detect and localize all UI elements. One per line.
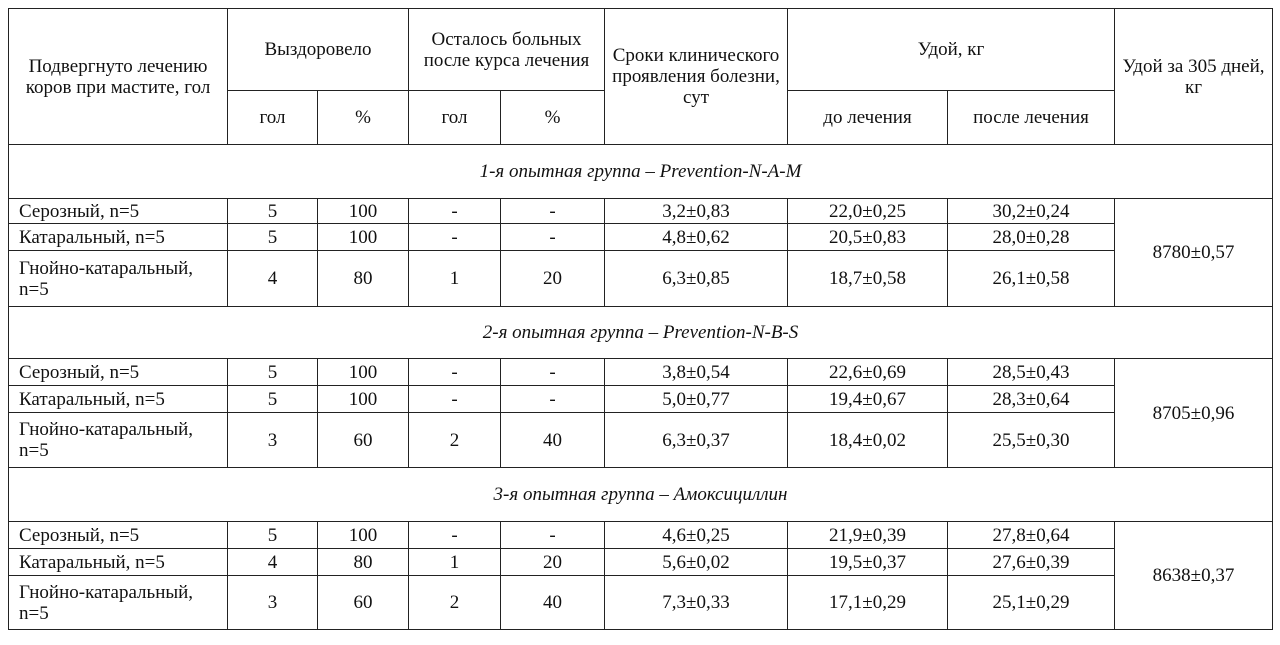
row-name: Катаральный, n=5 (9, 549, 228, 576)
col-recovered-header: Выздоровело (228, 9, 409, 91)
yield-after: 30,2±0,24 (948, 199, 1115, 224)
group-title-row (9, 468, 1273, 522)
yield-after: 28,0±0,28 (948, 224, 1115, 251)
duration-value: 6,3±0,37 (605, 413, 788, 468)
yield-after: 28,3±0,64 (948, 386, 1115, 413)
remaining-heads: 2 (409, 576, 501, 630)
remaining-percent: - (501, 386, 605, 413)
yield-before: 21,9±0,39 (788, 522, 948, 549)
yield-before: 22,6±0,69 (788, 359, 948, 386)
remaining-percent: 40 (501, 576, 605, 630)
yield-after: 26,1±0,58 (948, 251, 1115, 307)
row-name: Серозный, n=5 (9, 199, 228, 224)
recovered-percent: 100 (318, 386, 409, 413)
recovered-heads: 5 (228, 199, 318, 224)
duration-value: 6,3±0,85 (605, 251, 788, 307)
sub-header-recovered-heads: гол (228, 91, 318, 145)
recovered-percent: 100 (318, 199, 409, 224)
yield-after: 25,1±0,29 (948, 576, 1115, 630)
recovered-percent: 60 (318, 576, 409, 630)
duration-value: 5,6±0,02 (605, 549, 788, 576)
recovered-heads: 5 (228, 522, 318, 549)
yield-305-total: 8705±0,96 (1115, 359, 1273, 468)
yield-before: 19,5±0,37 (788, 549, 948, 576)
row-name: Серозный, n=5 (9, 522, 228, 549)
sub-header-yield-after: после лечения (948, 91, 1115, 145)
remaining-heads: 1 (409, 549, 501, 576)
row-name: Гнойно-катаральный, n=5 (9, 413, 228, 468)
sub-header-remaining-percent: % (501, 91, 605, 145)
table-row (9, 359, 1273, 386)
remaining-heads: - (409, 359, 501, 386)
group-title: 1-я опытная группа – Prevention-N-A-M (9, 145, 1273, 199)
remaining-percent: 20 (501, 251, 605, 307)
yield-before: 22,0±0,25 (788, 199, 948, 224)
results-table (8, 8, 1273, 630)
yield-after: 28,5±0,43 (948, 359, 1115, 386)
remaining-percent: - (501, 224, 605, 251)
table-row (9, 522, 1273, 549)
row-name: Гнойно-катаральный, n=5 (9, 576, 228, 630)
group-title-row (9, 145, 1273, 199)
remaining-heads: - (409, 199, 501, 224)
sub-header-recovered-percent: % (318, 91, 409, 145)
table-row (9, 549, 1273, 576)
table-row (9, 224, 1273, 251)
yield-305-total: 8780±0,57 (1115, 199, 1273, 307)
remaining-heads: 2 (409, 413, 501, 468)
remaining-percent: 40 (501, 413, 605, 468)
duration-value: 5,0±0,77 (605, 386, 788, 413)
recovered-heads: 5 (228, 386, 318, 413)
yield-before: 17,1±0,29 (788, 576, 948, 630)
recovered-heads: 3 (228, 413, 318, 468)
remaining-percent: 20 (501, 549, 605, 576)
recovered-heads: 5 (228, 359, 318, 386)
table-row (9, 251, 1273, 307)
recovered-percent: 100 (318, 224, 409, 251)
table-row (9, 576, 1273, 630)
remaining-percent: - (501, 522, 605, 549)
row-name: Гнойно-катаральный, n=5 (9, 251, 228, 307)
col-remaining-header: Осталось больных после курса лечения (409, 9, 605, 91)
recovered-heads: 4 (228, 549, 318, 576)
header-row-top (9, 9, 1273, 91)
col-duration-header: Сроки клинического проявления болезни, сут (605, 9, 788, 145)
yield-before: 18,4±0,02 (788, 413, 948, 468)
col-yield-305-header: Удой за 305 дней, кг (1115, 9, 1273, 145)
row-name: Катаральный, n=5 (9, 224, 228, 251)
recovered-percent: 100 (318, 522, 409, 549)
yield-before: 20,5±0,83 (788, 224, 948, 251)
duration-value: 4,8±0,62 (605, 224, 788, 251)
sub-header-yield-before: до лечения (788, 91, 948, 145)
yield-after: 27,8±0,64 (948, 522, 1115, 549)
table-row (9, 413, 1273, 468)
remaining-heads: 1 (409, 251, 501, 307)
yield-305-total: 8638±0,37 (1115, 522, 1273, 630)
remaining-heads: - (409, 224, 501, 251)
sub-header-remaining-heads: гол (409, 91, 501, 145)
duration-value: 3,2±0,83 (605, 199, 788, 224)
row-name: Серозный, n=5 (9, 359, 228, 386)
remaining-percent: - (501, 199, 605, 224)
yield-before: 19,4±0,67 (788, 386, 948, 413)
remaining-heads: - (409, 522, 501, 549)
row-name: Катаральный, n=5 (9, 386, 228, 413)
remaining-percent: - (501, 359, 605, 386)
col-yield-header: Удой, кг (788, 9, 1115, 91)
recovered-percent: 80 (318, 549, 409, 576)
recovered-percent: 80 (318, 251, 409, 307)
group-title: 3-я опытная группа – Амоксициллин (9, 468, 1273, 522)
recovered-percent: 60 (318, 413, 409, 468)
remaining-heads: - (409, 386, 501, 413)
recovered-heads: 3 (228, 576, 318, 630)
yield-before: 18,7±0,58 (788, 251, 948, 307)
yield-after: 27,6±0,39 (948, 549, 1115, 576)
table-row (9, 386, 1273, 413)
duration-value: 3,8±0,54 (605, 359, 788, 386)
duration-value: 7,3±0,33 (605, 576, 788, 630)
table-row (9, 199, 1273, 224)
recovered-heads: 5 (228, 224, 318, 251)
recovered-heads: 4 (228, 251, 318, 307)
group-title-row (9, 307, 1273, 359)
recovered-percent: 100 (318, 359, 409, 386)
duration-value: 4,6±0,25 (605, 522, 788, 549)
group-title: 2-я опытная группа – Prevention-N-B-S (9, 307, 1273, 359)
col-treated-header: Подвергнуто лечению коров при мастите, гол (9, 9, 228, 145)
yield-after: 25,5±0,30 (948, 413, 1115, 468)
